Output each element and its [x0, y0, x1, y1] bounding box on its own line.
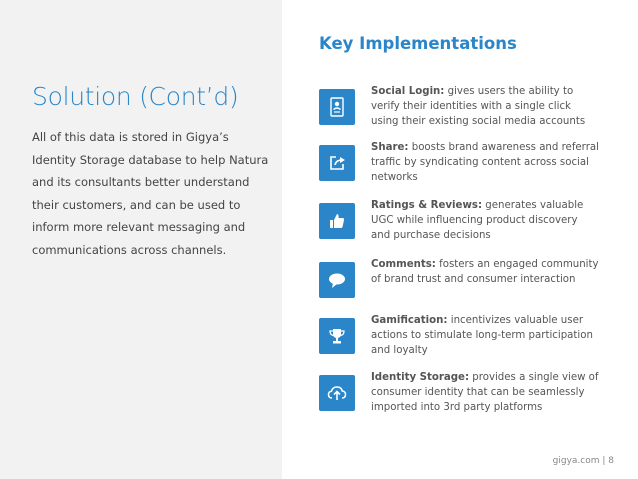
implementation-text: [371, 257, 599, 287]
implementation-text: [371, 313, 599, 359]
implementation-text: [371, 198, 599, 244]
implementation-description: provides a single view of consumer identity that can be seamlessly imported into 3rd party platforms: [371, 372, 599, 414]
implementation-description: boosts brand awareness and referral traffic by syndicating content across social networks: [371, 142, 599, 184]
implementation-description: gives users the ability to verify their identities with a single click using their existing social media accounts: [371, 86, 586, 128]
thumbs-up-icon: [319, 203, 355, 239]
implementation-text: [371, 370, 599, 416]
implementation-name: Identity Storage:: [371, 372, 470, 383]
implementation-description: generates valuable UGC while influencing product discovery and purchase decisions: [371, 200, 584, 242]
implementation-name: Comments:: [371, 259, 436, 270]
page-footer: gigya.com | 8: [552, 456, 614, 466]
implementation-description: fosters an engaged community of brand trust and consumer interaction: [371, 259, 599, 286]
implementation-text: [371, 84, 599, 130]
share-icon: [319, 145, 355, 181]
section-heading: Key Implementations: [319, 34, 517, 53]
id-card-icon: [319, 89, 355, 125]
cloud-upload-icon: [319, 375, 355, 411]
implementation-name: Ratings & Reviews:: [371, 200, 483, 211]
implementation-text: [371, 140, 599, 186]
speech-bubble-icon: [319, 262, 355, 298]
implementation-name: Share:: [371, 142, 409, 153]
implementation-name: Gamification:: [371, 315, 448, 326]
slide-title: Solution (Cont’d): [32, 82, 239, 111]
body-text: All of this data is stored in Gigya’s Identity Storage database to help Natura and its consultants better understand their customers, and can be used to inform more relevant messaging and communications across channels.: [32, 130, 269, 257]
implementation-description: incentivizes valuable user actions to stimulate long-term participation and loyalty: [371, 315, 593, 357]
implementation-name: Social Login:: [371, 86, 445, 97]
trophy-icon: [319, 318, 355, 354]
